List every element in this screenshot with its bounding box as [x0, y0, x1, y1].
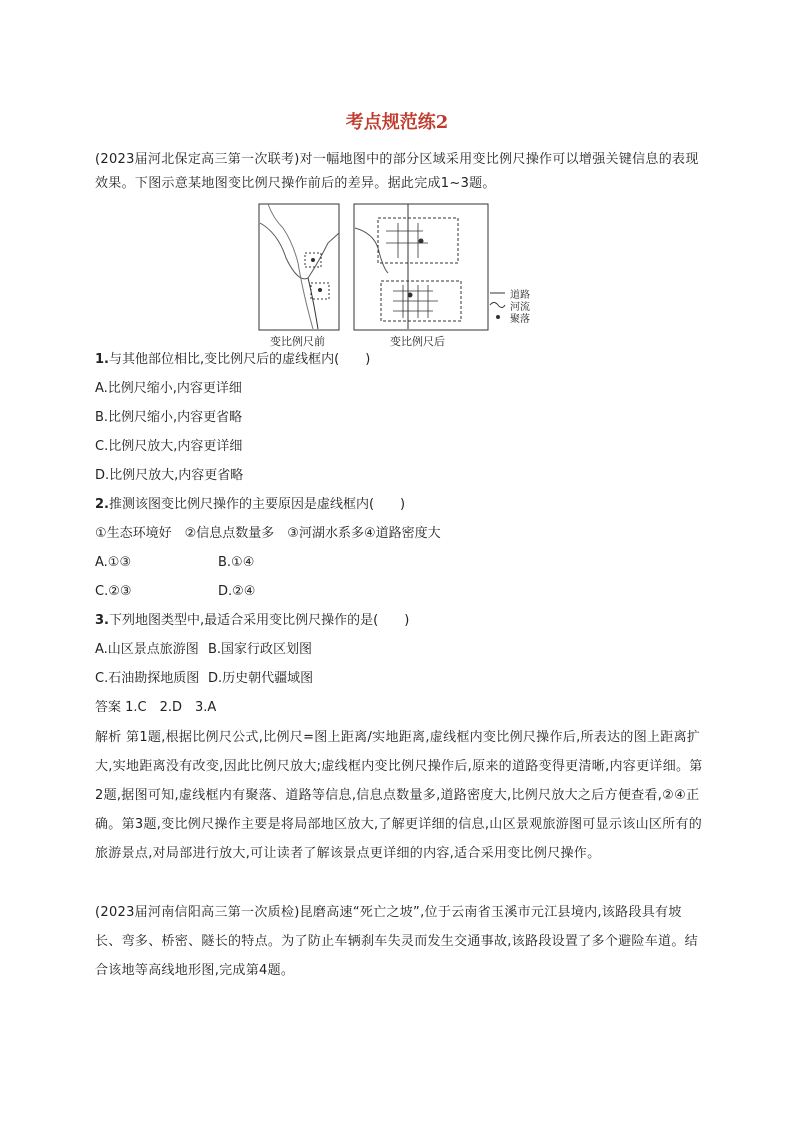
q1-option-c: C.比例尺放大,内容更详细: [95, 439, 243, 454]
q1-option-d: D.比例尺放大,内容更省略: [95, 468, 244, 483]
question-2-number: 2.: [95, 497, 109, 512]
question-3: [95, 609, 409, 633]
q3-option-c: C.石油勘探地质图: [95, 671, 200, 686]
analysis-paragraph: 解析 第1题,根据比例尺公式,比例尺=图上距离/实地距离,虚线框内变比例尺操作后,所表达的图上距离扩大,实地距离没有改变,因此比例尺放大;虚线框内变比例尺操作后,原来的道路变得更清晰,内容更详细。第2题,据图可知,虚线框内有聚落、道路等信息,信息点数量多,道路密度大,比例尺放大之后方便查看,②④正确。第3题,变比例尺操作主要是将局部地区放大,了解更详细的信息,山区景观旅游图可显示该山区所有的旅游景点,对局部进行放大,可让读者了解该景点更详细的内容,适合采用变比例尺操作。: [95, 730, 703, 861]
map-diagram: [258, 203, 548, 348]
legend-river: 河流: [510, 302, 530, 313]
q1-option-b: B.比例尺缩小,内容更省略: [95, 410, 243, 425]
question-1: [95, 348, 370, 372]
answer-line: 答案 1.C 2.D 3.A: [95, 700, 217, 715]
map-figure: [258, 203, 548, 348]
intro-paragraph-1: (2023届河北保定高三第一次联考)对一幅地图中的部分区域采用变比例尺操作可以增强关键信息的表现效果。下图示意某地图变比例尺操作前后的差异。据此完成1~3题。: [95, 152, 699, 191]
caption-after: 变比例尺后: [390, 335, 445, 348]
q3-option-d: D.历史朝代疆域图: [208, 671, 314, 686]
question-1-stem: 与其他部位相比,变比例尺后的虚线框内( ): [108, 352, 371, 367]
question-2: [95, 493, 405, 517]
page-title: 考点规范练2: [345, 112, 449, 133]
question-1-number: 1.: [95, 352, 109, 367]
q1-option-a: A.比例尺缩小,内容更详细: [95, 381, 242, 396]
intro-paragraph-2: (2023届河南信阳高三第一次质检)昆磨高速“死亡之坡”,位于云南省玉溪市元江县境内,该路段具有坡长、弯多、桥密、隧长的特点。为了防止车辆刹车失灵而发生交通事故,该路段设置了多个避险车道。结合该地等高线地形图,完成第4题。: [95, 905, 698, 978]
question-2-stem: 推测该图变比例尺操作的主要原因是虚线框内( ): [108, 497, 406, 512]
caption-before: 变比例尺前: [270, 335, 325, 348]
legend-settlement: 聚落: [510, 314, 530, 325]
q2-option-b: B.①④: [218, 555, 255, 570]
q2-option-d: D.②④: [218, 584, 256, 599]
legend-road: 道路: [510, 290, 530, 301]
q2-option-c: C.②③: [95, 584, 132, 599]
q2-items: ①生态环境好 ②信息点数量多 ③河湖水系多④道路密度大: [95, 526, 441, 541]
question-3-number: 3.: [95, 613, 109, 628]
question-3-stem: 下列地图类型中,最适合采用变比例尺操作的是( ): [108, 613, 410, 628]
q3-option-a: A.山区景点旅游图: [95, 642, 199, 657]
q2-option-a: A.①③: [95, 555, 132, 570]
q3-option-b: B.国家行政区划图: [208, 642, 313, 657]
